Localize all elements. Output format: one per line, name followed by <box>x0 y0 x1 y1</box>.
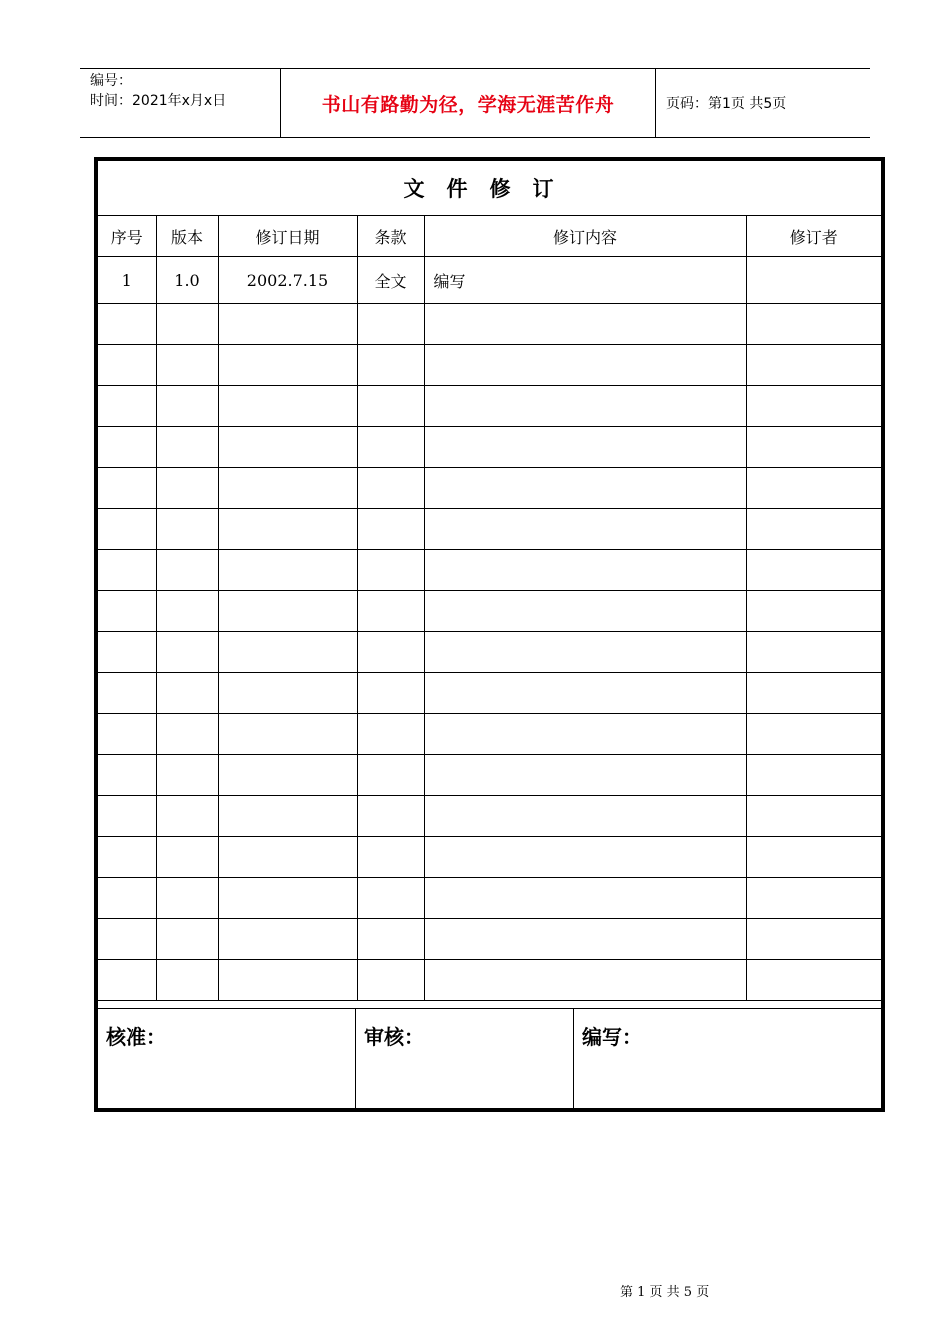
table-row <box>98 714 881 755</box>
empty-cell <box>156 386 218 427</box>
empty-cell <box>424 427 746 468</box>
table-row <box>98 427 881 468</box>
empty-cell <box>218 919 357 960</box>
empty-cell <box>156 673 218 714</box>
table-row <box>98 345 881 386</box>
empty-cell <box>424 755 746 796</box>
cell-version: 1.0 <box>156 257 218 304</box>
col-header-clause: 条款 <box>357 216 424 257</box>
empty-cell <box>424 632 746 673</box>
empty-cell <box>424 550 746 591</box>
revision-table <box>98 161 881 1001</box>
empty-cell <box>357 550 424 591</box>
table-row <box>98 837 881 878</box>
empty-cell <box>98 673 156 714</box>
empty-cell <box>98 632 156 673</box>
empty-cell <box>746 550 881 591</box>
empty-cell <box>98 468 156 509</box>
empty-cell <box>218 673 357 714</box>
empty-cell <box>98 755 156 796</box>
author-label: 编写： <box>582 1025 642 1049</box>
table-row <box>98 632 881 673</box>
table-row <box>98 304 881 345</box>
empty-cell <box>98 345 156 386</box>
cell-date: 2002.7.15 <box>218 257 357 304</box>
empty-cell <box>218 878 357 919</box>
empty-cell <box>156 796 218 837</box>
empty-cell <box>357 509 424 550</box>
table-row <box>98 509 881 550</box>
cell-reviser <box>746 257 881 304</box>
empty-cell <box>357 878 424 919</box>
review-label: 审核： <box>356 1009 574 1109</box>
table-row <box>98 755 881 796</box>
empty-cell <box>357 632 424 673</box>
table-row <box>98 878 881 919</box>
empty-cell <box>357 304 424 345</box>
empty-cell <box>218 755 357 796</box>
table-title: 文件修订 <box>98 161 881 216</box>
empty-cell <box>156 878 218 919</box>
table-header-row <box>98 216 881 257</box>
empty-cell <box>98 509 156 550</box>
table-title-row <box>98 161 881 216</box>
header-page-info: 页码：第1页 共5页 <box>666 96 787 112</box>
empty-cell <box>98 796 156 837</box>
empty-cell <box>357 960 424 1001</box>
empty-cell <box>98 878 156 919</box>
empty-cell <box>98 591 156 632</box>
empty-cell <box>357 796 424 837</box>
header-motto: 书山有路勤为径，学海无涯苦作舟 <box>281 69 656 137</box>
empty-cell <box>424 345 746 386</box>
doc-time-label: 时间：2021年x月x日 <box>90 93 227 109</box>
empty-cell <box>156 550 218 591</box>
empty-cell <box>98 386 156 427</box>
empty-cell <box>357 755 424 796</box>
empty-cell <box>746 714 881 755</box>
empty-cell <box>218 714 357 755</box>
approve-label: 核准： <box>98 1009 356 1109</box>
empty-cell <box>424 919 746 960</box>
empty-cell <box>218 960 357 1001</box>
empty-cell <box>156 509 218 550</box>
empty-cell <box>746 345 881 386</box>
empty-cell <box>746 304 881 345</box>
table-row <box>98 796 881 837</box>
cell-content: 编写 <box>424 257 746 304</box>
empty-cell <box>424 386 746 427</box>
empty-cell <box>156 755 218 796</box>
empty-cell <box>746 960 881 1001</box>
empty-cell <box>746 427 881 468</box>
empty-cell <box>98 919 156 960</box>
empty-cell <box>156 919 218 960</box>
empty-cell <box>218 796 357 837</box>
col-header-seq: 序号 <box>98 216 156 257</box>
empty-cell <box>746 673 881 714</box>
empty-cell <box>357 386 424 427</box>
table-row <box>98 550 881 591</box>
empty-cell <box>746 386 881 427</box>
empty-cell <box>156 837 218 878</box>
empty-cell <box>424 714 746 755</box>
empty-cell <box>98 550 156 591</box>
empty-cell <box>98 427 156 468</box>
col-header-date: 修订日期 <box>218 216 357 257</box>
empty-cell <box>156 427 218 468</box>
cell-clause: 全文 <box>357 257 424 304</box>
empty-cell <box>156 468 218 509</box>
empty-cell <box>746 919 881 960</box>
empty-cell <box>357 345 424 386</box>
empty-cell <box>357 673 424 714</box>
col-header-version: 版本 <box>156 216 218 257</box>
empty-cell <box>424 837 746 878</box>
table-row <box>98 673 881 714</box>
empty-cell <box>98 304 156 345</box>
empty-cell <box>746 837 881 878</box>
empty-cell <box>357 468 424 509</box>
empty-cell <box>357 427 424 468</box>
empty-cell <box>357 837 424 878</box>
empty-cell <box>218 632 357 673</box>
empty-cell <box>218 468 357 509</box>
empty-cell <box>156 632 218 673</box>
empty-cell <box>746 878 881 919</box>
empty-cell <box>746 468 881 509</box>
document-header <box>80 68 870 138</box>
empty-cell <box>424 509 746 550</box>
col-header-reviser: 修订者 <box>746 216 881 257</box>
empty-cell <box>218 550 357 591</box>
col-header-content: 修订内容 <box>424 216 746 257</box>
empty-cell <box>218 386 357 427</box>
empty-cell <box>218 304 357 345</box>
empty-cell <box>218 427 357 468</box>
empty-cell <box>424 304 746 345</box>
table-row <box>98 257 881 304</box>
table-row <box>98 468 881 509</box>
signature-row <box>98 1008 881 1109</box>
table-row <box>98 919 881 960</box>
empty-cell <box>424 591 746 632</box>
empty-cell <box>156 960 218 1001</box>
empty-cell <box>156 714 218 755</box>
empty-cell <box>156 591 218 632</box>
empty-cell <box>424 878 746 919</box>
empty-cell <box>746 632 881 673</box>
revision-table-frame <box>94 157 885 1112</box>
header-meta <box>80 69 281 137</box>
table-row <box>98 386 881 427</box>
table-row <box>98 591 881 632</box>
empty-cell <box>357 714 424 755</box>
cell-seq: 1 <box>98 257 156 304</box>
empty-cell <box>218 837 357 878</box>
empty-cell <box>218 345 357 386</box>
empty-cell <box>156 345 218 386</box>
empty-cell <box>218 591 357 632</box>
empty-cell <box>424 673 746 714</box>
doc-number-label: 编号： <box>90 73 132 89</box>
empty-cell <box>98 714 156 755</box>
empty-cell <box>746 509 881 550</box>
empty-cell <box>746 796 881 837</box>
empty-cell <box>424 960 746 1001</box>
empty-cell <box>746 755 881 796</box>
empty-cell <box>424 468 746 509</box>
empty-cell <box>357 591 424 632</box>
empty-cell <box>98 837 156 878</box>
empty-cell <box>746 591 881 632</box>
table-row <box>98 960 881 1001</box>
page-footer: 第 1 页 共 5 页 <box>620 1285 710 1300</box>
empty-cell <box>357 919 424 960</box>
empty-cell <box>424 796 746 837</box>
empty-cell <box>218 509 357 550</box>
empty-cell <box>156 304 218 345</box>
empty-cell <box>98 960 156 1001</box>
